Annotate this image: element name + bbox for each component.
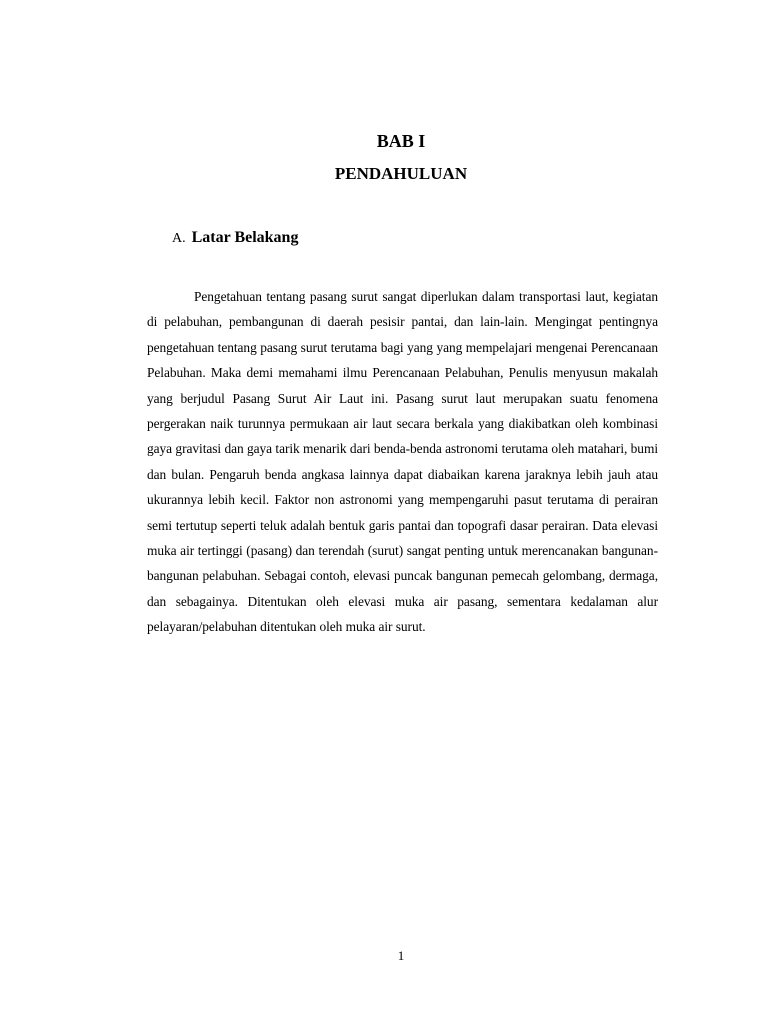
page-number: 1 bbox=[397, 948, 405, 963]
section-title: Latar Belakang bbox=[191, 229, 299, 246]
section-heading bbox=[172, 229, 298, 247]
section-letter: A. bbox=[172, 231, 186, 246]
body-paragraph: Pengetahuan tentang pasang surut sangat diperlukan dalam transportasi laut, kegiatan di pelabuhan, pembangunan di daerah pesisir pantai, dan lain-lain. Mengingat pentingnya pengetahuan tentang pasang surut terutama bagi yang yang mempelajari mengenai Perencanaan Pelabuhan. Maka demi memahami ilmu Perencanaan Pelabuhan, Penulis menyusun makalah yang berjudul Pasang Surut Air Laut ini. Pasang surut laut merupakan suatu fenomena pergerakan naik turunnya permukaan air laut secara berkala yang diakibatkan oleh kombinasi gaya gravitasi dan gaya tarik menarik dari benda-benda astronomi terutama oleh matahari, bumi dan bulan. Pengaruh benda angkasa lainnya dapat diabaikan karena jaraknya lebih jauh atau ukurannya lebih kecil. Faktor non astronomi yang mempengaruhi pasut terutama di perairan semi tertutup seperti teluk adalah bentuk garis pantai dan topografi dasar perairan. Data elevasi muka air tertinggi (pasang) dan terendah (surut) sangat penting untuk merencanakan bangunan-bangunan pelabuhan. Sebagai contoh, elevasi puncak bangunan pemecah gelombang, dermaga, dan sebagainya. Ditentukan oleh elevasi muka air pasang, sementara kedalaman alur pelayaran/pelabuhan ditentukan oleh muka air surut. bbox=[147, 289, 658, 635]
chapter-title: PENDAHULUAN bbox=[334, 164, 468, 183]
chapter-number: BAB I bbox=[376, 131, 426, 151]
